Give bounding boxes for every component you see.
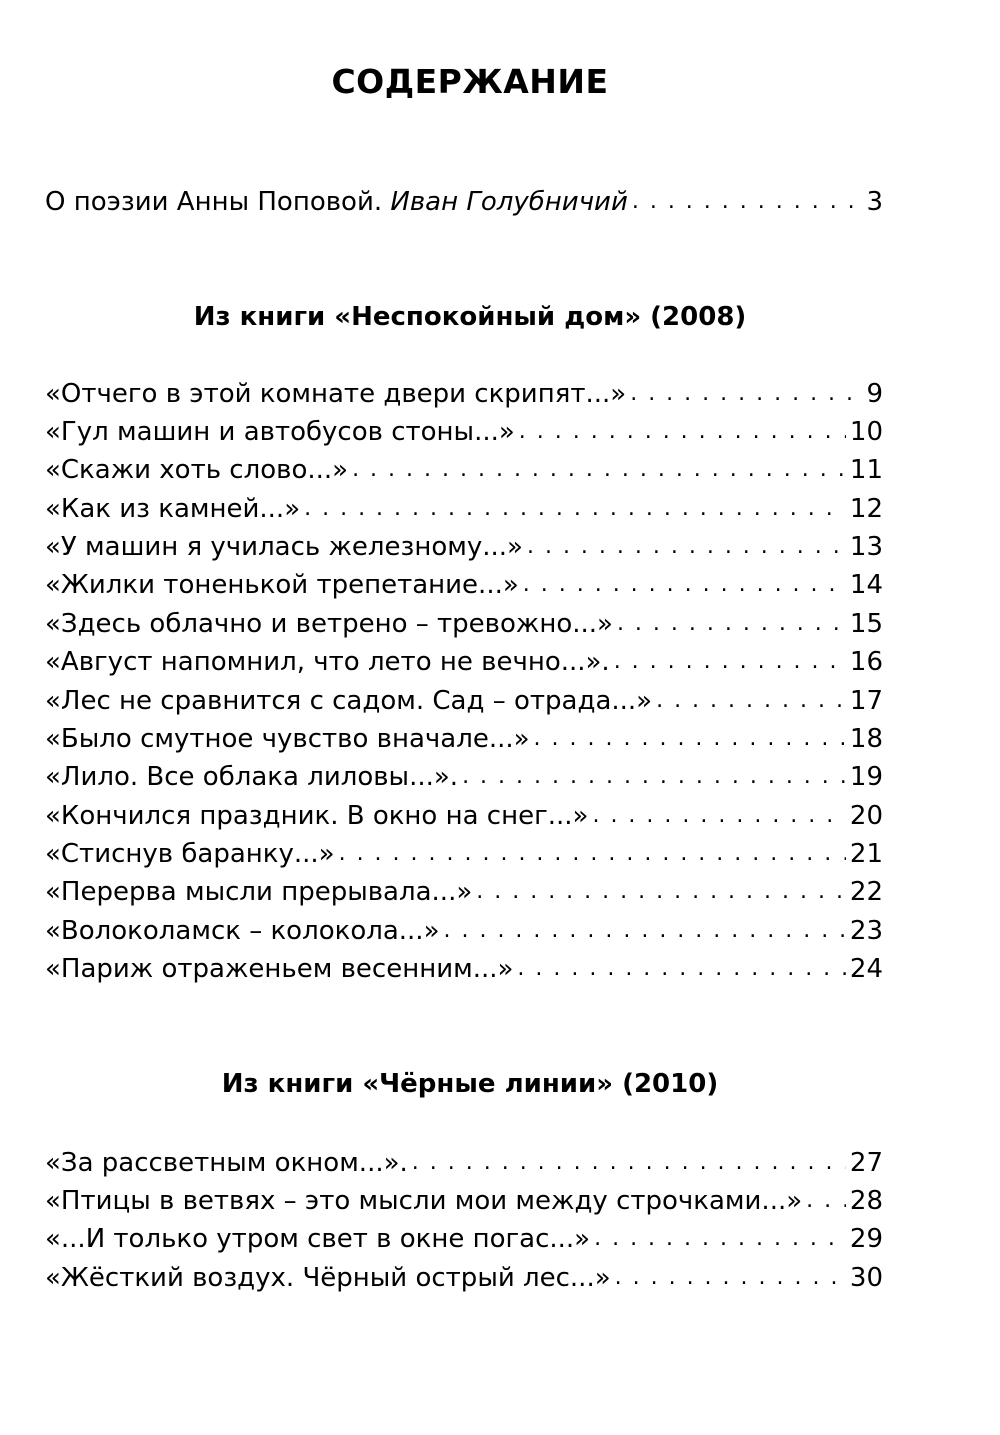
toc-entry-page: 23 [849,916,883,946]
toc-entry [45,913,883,949]
toc-entry [45,1183,883,1219]
toc-entry-title: «Перерва мысли прерывала...» [45,877,473,907]
toc-entry-page: 17 [849,686,883,716]
toc-entry-page: 12 [849,494,883,524]
dot-leader [630,374,862,412]
toc-entry-title: «Волоколамск – колокола...» [45,916,440,946]
dot-leader [352,450,846,488]
toc-entry-page: 9 [866,379,883,409]
toc-entry-title: «Кончился праздник. В окно на снег...» [45,801,589,831]
dot-leader [412,1143,846,1181]
toc-entry-title [45,184,628,220]
intro-title: О поэзии Анны Поповой. [45,187,383,217]
toc-entry [45,721,883,757]
toc-entry-page: 30 [849,1263,883,1293]
toc-entry [45,1145,883,1181]
dot-leader [527,527,846,565]
toc-entry-title: «Здесь облачно и ветрено – тревожно...» [45,609,613,639]
dot-leader [519,412,846,450]
toc-entry-title: «Стиснув баранку...» [45,839,335,869]
toc-entry [45,798,883,834]
toc-entry-title: «Лило. Все облака лиловы...». [45,762,459,792]
dot-leader [339,834,846,872]
toc-entry-title: «Жёсткий воздух. Чёрный острый лес...» [45,1263,611,1293]
toc-entry [45,759,883,795]
toc-entry [45,951,883,987]
toc-entry [45,529,883,565]
dot-leader [592,796,845,834]
dot-leader [476,872,846,910]
toc-entry-page: 28 [849,1186,883,1216]
toc-entry-title: «У машин я училась железному...» [45,532,523,562]
toc-entry-page: 15 [849,609,883,639]
toc-entry-title: «Как из камней...» [45,494,301,524]
toc-entry-page: 13 [849,532,883,562]
toc-entry-title: «Гул машин и автобусов стоны...» [45,417,515,447]
dot-leader [656,681,846,719]
toc-entry-page: 27 [849,1148,883,1178]
section-heading: Из книги «Неспокойный дом» (2008) [193,302,747,332]
toc-entry-title: «Лес не сравнится с садом. Сад – отрада...» [45,686,653,716]
toc-entry [45,644,883,680]
dot-leader [632,182,863,220]
dot-leader [443,911,845,949]
intro-author: Иван Голубничий [390,187,628,217]
toc-entry [45,1221,883,1257]
toc-entry-page: 10 [849,417,883,447]
toc-entry-title: «Птицы в ветвях – это мысли мои между строчками...» [45,1186,803,1216]
toc-entry-page: 14 [849,570,883,600]
toc-entry-title: «За рассветным окном...». [45,1148,408,1178]
toc-entry [45,491,883,527]
dot-leader [462,757,846,795]
dot-leader [523,565,846,603]
toc-entry-title: «Было смутное чувство вначале...» [45,724,530,754]
toc-entry-page: 16 [849,647,883,677]
toc-entry [45,683,883,719]
toc-entry-page: 24 [849,954,883,984]
toc-entry [45,606,883,642]
toc-entry [45,567,883,603]
toc-entry-page: 11 [849,455,883,485]
toc-entry [45,1260,883,1296]
toc-entry-page: 29 [849,1224,883,1254]
dot-leader [594,1219,846,1257]
toc-entry-title: «Август напомнил, что лето не вечно...». [45,647,610,677]
toc-entry-title: «Жилки тоненькой трепетание...» [45,570,519,600]
dot-leader [534,719,846,757]
toc-entry-page: 22 [849,877,883,907]
toc-entry [45,836,883,872]
toc-entry-title: «Скажи хоть слово...» [45,455,349,485]
dot-leader [615,1258,846,1296]
toc-entry-title: «Париж отраженьем весенним...» [45,954,514,984]
dot-leader [806,1181,846,1219]
toc-entry [45,414,883,450]
toc-entry [45,874,883,910]
toc-entry-title: «Отчего в этой комнате двери скрипят...» [45,379,627,409]
toc-entry-page: 21 [849,839,883,869]
toc-entry-page: 3 [866,187,883,217]
toc-entry [45,452,883,488]
dot-leader [617,604,846,642]
page-title: СОДЕРЖАНИЕ [331,62,609,101]
section-heading: Из книги «Чёрные линии» (2010) [221,1069,719,1099]
dot-leader [304,489,846,527]
toc-entry-page: 20 [849,801,883,831]
toc-entry-page: 18 [849,724,883,754]
toc-entry-page: 19 [849,762,883,792]
toc-entry [45,376,883,412]
toc-entry-title: «...И только утром свет в окне погас...» [45,1224,591,1254]
toc-entry-intro [45,184,883,220]
dot-leader [614,642,846,680]
dot-leader [517,949,846,987]
